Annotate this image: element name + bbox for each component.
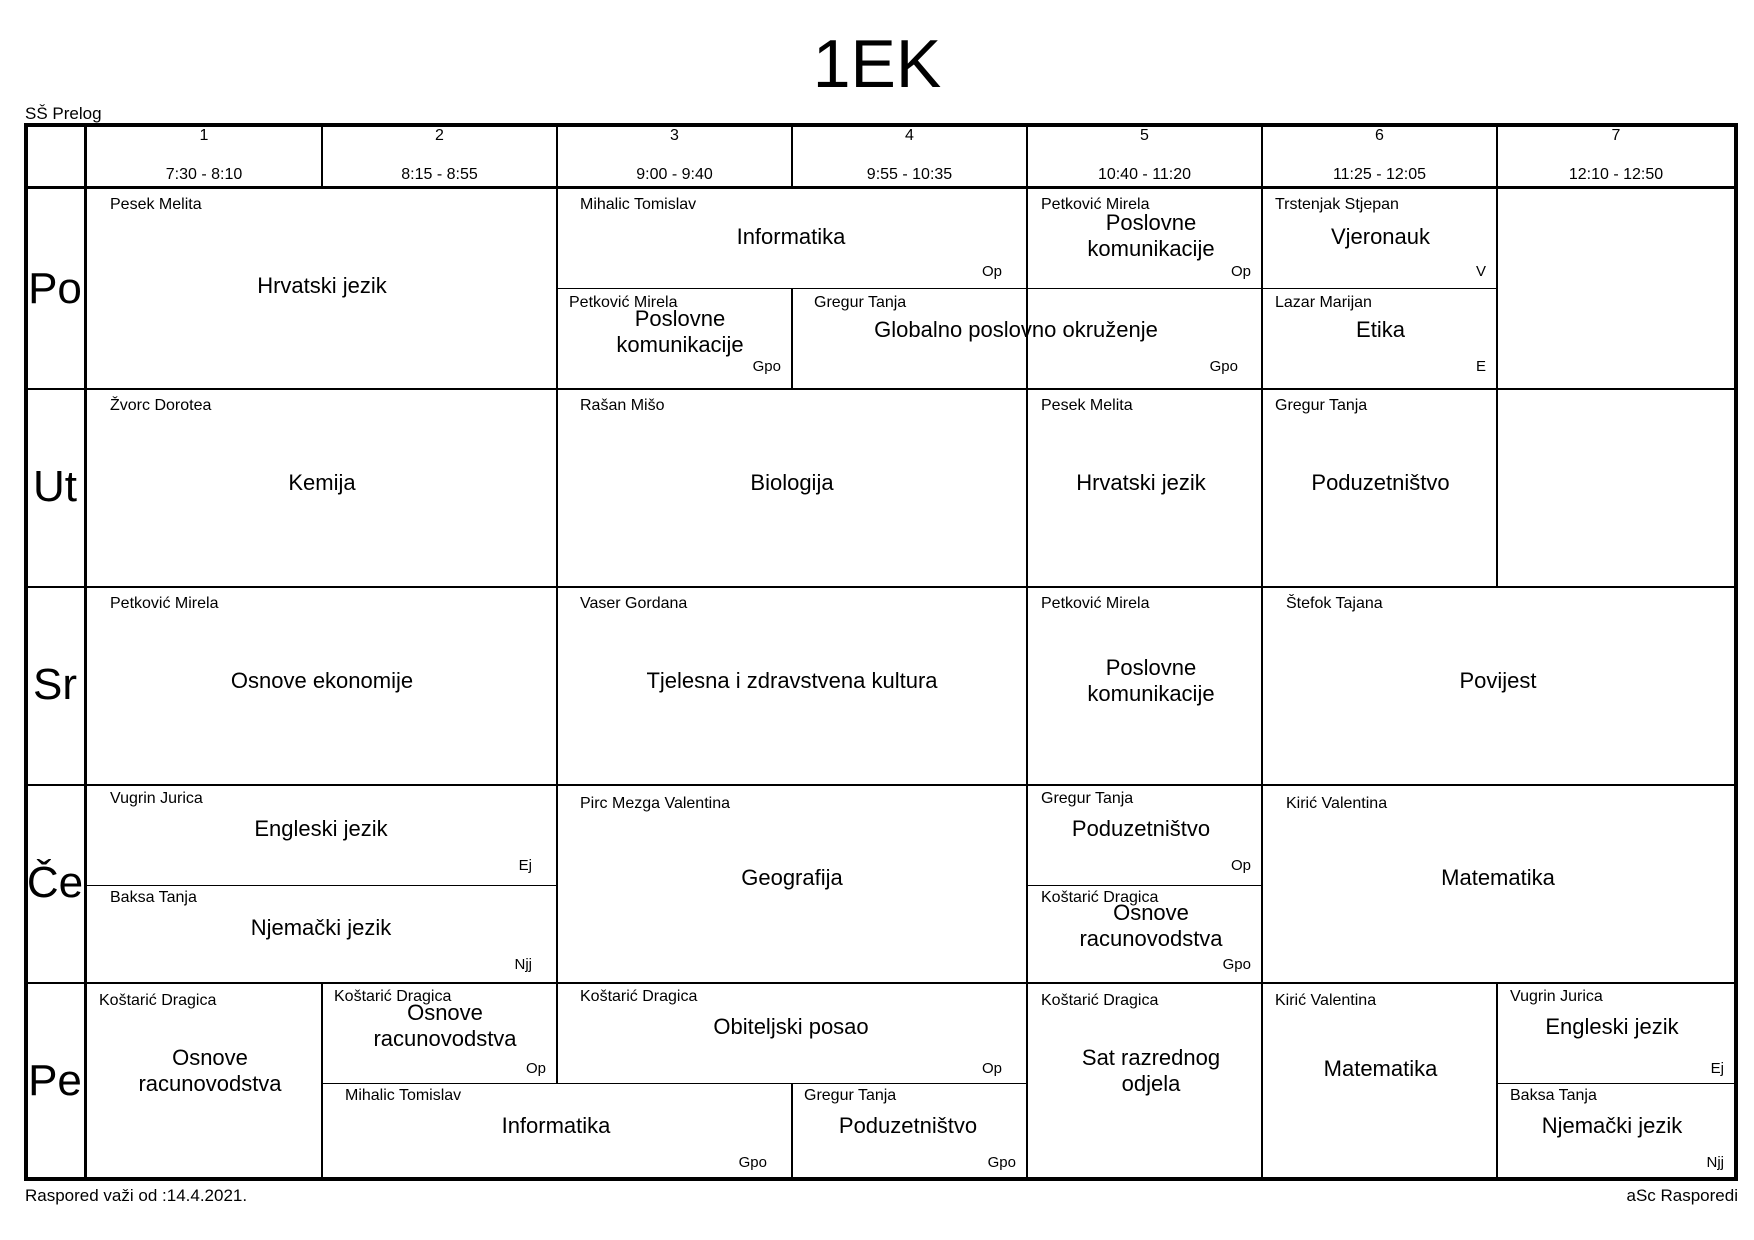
period-time: 9:55 - 10:35 xyxy=(866,166,953,183)
lesson-cell xyxy=(1041,790,1261,881)
room-code: Op xyxy=(981,263,1002,280)
day-label: Če xyxy=(26,858,84,907)
subject-name: Osnove racunovodstva xyxy=(1079,900,1223,951)
room-code: Op xyxy=(981,1060,1002,1077)
subject-name: Poduzetništvo xyxy=(838,1113,978,1138)
teacher-name: Koštarić Dragica xyxy=(580,988,698,1005)
valid-from-note: Raspored važi od :14.4.2021. xyxy=(25,1186,248,1205)
teacher-name: Vaser Gordana xyxy=(580,595,688,612)
teacher-name: Vugrin Jurica xyxy=(1510,988,1603,1005)
subject-name: Osnove ekonomije xyxy=(230,668,414,693)
teacher-name: Pirc Mezga Valentina xyxy=(580,795,730,812)
room-code: Ej xyxy=(1710,1060,1724,1077)
lesson-cell xyxy=(110,595,534,780)
lesson-cell xyxy=(1041,595,1261,780)
day-label: Sr xyxy=(33,660,77,709)
grid-line xyxy=(24,186,1738,189)
lesson-cell xyxy=(580,397,1004,582)
room-code: Gpo xyxy=(987,1154,1016,1171)
grid-line xyxy=(1261,390,1263,586)
subject-name: Engleski jezik xyxy=(1545,1014,1679,1039)
lesson-cell xyxy=(1041,397,1261,582)
subject-name: Matematika xyxy=(1441,865,1555,890)
teacher-name: Žvorc Dorotea xyxy=(110,397,212,414)
teacher-name: Petković Mirela xyxy=(110,595,219,612)
room-code: Gpo xyxy=(738,1154,767,1171)
lesson-cell xyxy=(580,795,1004,980)
lesson-cell xyxy=(1286,595,1734,780)
grid-line xyxy=(791,288,793,388)
day-label: Po xyxy=(28,264,82,313)
subject-name: Osnove racunovodstva xyxy=(373,1000,517,1051)
teacher-name: Mihalic Tomislav xyxy=(345,1087,462,1104)
room-code: Gpo xyxy=(1209,358,1238,375)
room-code: Njj xyxy=(1706,1154,1724,1171)
grid-line xyxy=(1026,786,1028,982)
teacher-name: Lazar Marijan xyxy=(1275,294,1372,311)
teacher-name: Rašan Mišo xyxy=(580,397,665,414)
lesson-cell xyxy=(1275,196,1496,282)
period-time: 7:30 - 8:10 xyxy=(165,166,243,183)
subject-name: Povijest xyxy=(1459,668,1537,693)
lesson-cell xyxy=(1275,992,1496,1177)
teacher-name: Koštarić Dragica xyxy=(1041,889,1159,906)
subject-name: Osnove racunovodstva xyxy=(138,1045,282,1096)
lesson-cell xyxy=(110,889,556,980)
teacher-name: Petković Mirela xyxy=(569,294,678,311)
school-name: SŠ Prelog xyxy=(25,104,102,123)
teacher-name: Gregur Tanja xyxy=(1041,790,1134,807)
subject-name: Informatika xyxy=(736,224,846,249)
subject-name: Matematika xyxy=(1323,1056,1438,1081)
teacher-name: Pesek Melita xyxy=(1041,397,1133,414)
grid-line xyxy=(321,984,323,1177)
grid-line xyxy=(84,123,87,1181)
day-label: Pe xyxy=(28,1056,82,1105)
grid-line xyxy=(556,786,558,982)
subject-name: Sat razrednog odjela xyxy=(1081,1045,1221,1096)
subject-name: Obiteljski posao xyxy=(713,1014,869,1039)
subject-name: Hrvatski jezik xyxy=(257,273,387,298)
teacher-name: Koštarić Dragica xyxy=(1041,992,1159,1009)
lesson-cell xyxy=(814,294,1261,384)
grid-line xyxy=(1028,885,1261,886)
period-time: 9:00 - 9:40 xyxy=(636,166,713,183)
grid-line xyxy=(24,1177,1738,1181)
lesson-cell xyxy=(1041,992,1261,1177)
teacher-name: Vugrin Jurica xyxy=(110,790,203,807)
lesson-cell xyxy=(580,595,1004,780)
timetable-grid xyxy=(24,123,1738,1181)
subject-name: Engleski jezik xyxy=(254,816,388,841)
lesson-cell xyxy=(1275,397,1496,582)
lesson-cell xyxy=(110,397,534,582)
subject-name: Kemija xyxy=(288,470,356,495)
lesson-cell xyxy=(580,196,1026,282)
grid-line xyxy=(1026,390,1028,586)
teacher-name: Pesek Melita xyxy=(110,196,202,213)
lesson-cell xyxy=(110,790,556,881)
grid-line xyxy=(24,982,1738,984)
period-number: 5 xyxy=(1140,127,1149,144)
teacher-name: Gregur Tanja xyxy=(804,1087,897,1104)
subject-name: Hrvatski jezik xyxy=(1076,470,1206,495)
room-code: Gpo xyxy=(1222,956,1251,973)
subject-name: Poslovne komunikacije xyxy=(1087,655,1215,706)
software-credit: aSc Rasporedi xyxy=(1626,1186,1738,1205)
grid-line xyxy=(1496,390,1498,586)
grid-line xyxy=(556,588,558,784)
grid-line xyxy=(1261,588,1263,784)
grid-line xyxy=(1261,984,1263,1177)
grid-line xyxy=(556,390,558,586)
grid-line xyxy=(1261,786,1263,982)
grid-line xyxy=(1496,189,1498,388)
grid-line xyxy=(24,784,1738,786)
room-code: Op xyxy=(525,1060,546,1077)
teacher-name: Mihalic Tomislav xyxy=(580,196,697,213)
grid-line xyxy=(323,1083,1026,1084)
lesson-cell xyxy=(580,988,1026,1083)
subject-name: Globalno poslovno okruženje xyxy=(874,317,1158,342)
grid-line xyxy=(87,885,556,886)
teacher-name: Koštarić Dragica xyxy=(99,992,217,1009)
grid-line xyxy=(1026,588,1028,784)
lesson-cell xyxy=(1275,294,1496,384)
room-code: Op xyxy=(1230,857,1251,874)
lesson-cell xyxy=(1286,795,1734,980)
teacher-name: Gregur Tanja xyxy=(1275,397,1368,414)
teacher-name: Petković Mirela xyxy=(1041,595,1150,612)
grid-line xyxy=(1026,984,1028,1177)
teacher-name: Kirić Valentina xyxy=(1275,992,1377,1009)
grid-line xyxy=(24,586,1738,588)
period-time: 8:15 - 8:55 xyxy=(401,166,478,183)
lesson-cell xyxy=(99,992,321,1177)
lesson-cell xyxy=(804,1087,1026,1177)
teacher-name: Koštarić Dragica xyxy=(334,988,452,1005)
subject-name: Njemački jezik xyxy=(1541,1113,1683,1138)
lesson-cell xyxy=(345,1087,791,1177)
room-code: Njj xyxy=(514,956,532,973)
period-number: 1 xyxy=(199,127,209,144)
subject-name: Biologija xyxy=(750,470,834,495)
teacher-name: Baksa Tanja xyxy=(1510,1087,1597,1104)
teacher-name: Štefok Tajana xyxy=(1286,595,1383,612)
room-code: Ej xyxy=(518,857,532,874)
subject-name: Poduzetništvo xyxy=(1071,816,1211,841)
subject-name: Njemački jezik xyxy=(250,915,392,940)
lesson-cell xyxy=(334,988,556,1083)
lesson-cell xyxy=(110,196,534,380)
period-time: 11:25 - 12:05 xyxy=(1332,166,1427,183)
lesson-cell xyxy=(569,294,791,384)
period-number: 3 xyxy=(670,127,679,144)
subject-name: Informatika xyxy=(501,1113,611,1138)
room-code: Gpo xyxy=(752,358,781,375)
subject-name: Geografija xyxy=(741,865,843,890)
grid-line xyxy=(556,288,1496,289)
grid-line xyxy=(1496,984,1498,1177)
grid-line xyxy=(1734,123,1738,1181)
grid-line xyxy=(24,388,1738,390)
period-number: 7 xyxy=(1611,127,1621,144)
lesson-cell xyxy=(1041,889,1261,980)
subject-name: Vjeronauk xyxy=(1330,224,1431,249)
teacher-name: Baksa Tanja xyxy=(110,889,197,906)
grid-line xyxy=(556,984,558,1083)
teacher-name: Gregur Tanja xyxy=(814,294,907,311)
subject-name: Tjelesna i zdravstvena kultura xyxy=(646,668,938,693)
lesson-cell xyxy=(1510,988,1734,1083)
period-number: 4 xyxy=(905,127,914,144)
teacher-name: Trstenjak Stjepan xyxy=(1275,196,1399,213)
subject-name: Etika xyxy=(1356,317,1405,342)
room-code: E xyxy=(1475,358,1486,375)
timetable-title: 1EK xyxy=(812,26,942,102)
teacher-name: Petković Mirela xyxy=(1041,196,1150,213)
day-label: Ut xyxy=(33,462,77,511)
lesson-cell xyxy=(1510,1087,1734,1177)
room-code: Op xyxy=(1230,263,1251,280)
period-time: 12:10 - 12:50 xyxy=(1568,166,1664,183)
lesson-cell xyxy=(1041,196,1261,282)
subject-name: Poslovne komunikacije xyxy=(616,306,744,357)
room-code: V xyxy=(1475,263,1486,280)
period-number: 6 xyxy=(1375,127,1384,144)
subject-name: Poduzetništvo xyxy=(1311,470,1450,495)
subject-name: Poslovne komunikacije xyxy=(1087,210,1215,261)
grid-line xyxy=(791,1083,793,1177)
teacher-name: Kirić Valentina xyxy=(1286,795,1388,812)
period-number: 2 xyxy=(435,127,444,144)
grid-line xyxy=(1498,1083,1734,1084)
period-time: 10:40 - 11:20 xyxy=(1097,166,1192,183)
